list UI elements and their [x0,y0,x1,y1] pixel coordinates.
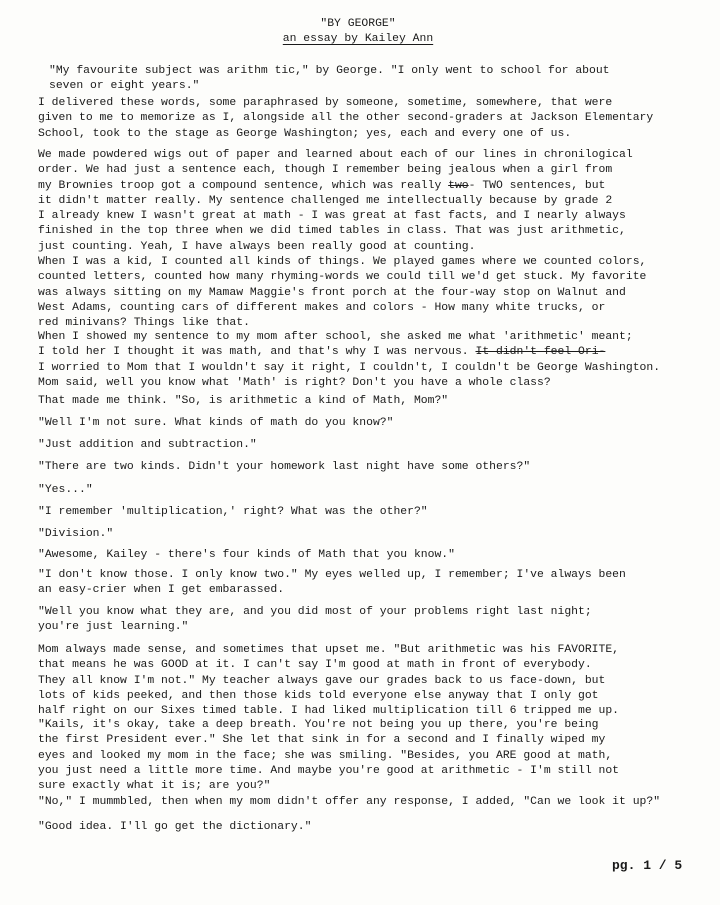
dialogue-line-3: "There are two kinds. Didn't your homework last night have some others?" [38,461,531,473]
paragraph-3-rest: - TWO sentences, but it didn't matter really. My sentence challenged me intellectually because by grade 2 I already knew I wasn't great at math - I was great at fast facts, and I nearly always finished in the top three when we did timed tables in class. That was just arithmetic, just counting. Yeah, I have always been really good at counting. [38,179,626,253]
dialogue-line-6: "Division." [38,528,114,540]
paragraph-6: That made me think. "So, is arithmetic a kind of Math, Mom?" [38,395,449,407]
paragraph-4: When I was a kid, I counted all kinds of things. We played games where we counted colors, counted letters, counted how many rhyming-words we could till we'd get stuck. My favorite was always sitting on my Mamaw Maggie's front porch at the four-way stop on Walnut and West Adams, counting cars of different makes and colors - How many white trucks, or red minivans? Things like that. [38,256,647,330]
dialogue-line-4: "Yes..." [38,484,93,496]
paragraph-18: "No," I mummbled, then when my mom didn't offer any response, I added, "Can we look it up?" [38,796,661,808]
dialogue-line-5: "I remember 'multiplication,' right? What was the other?" [38,506,428,518]
dialogue-line-7: "Awesome, Kailey - there's four kinds of Math that you know." [38,549,455,561]
paragraph-14: "I don't know those. I only know two." My eyes welled up, I remember; I've always been an easy-crier when I get embarassed. [38,569,626,597]
paragraph-17: "Kails, it's okay, take a deep breath. You're not being you up there, you're being the first President ever." She let that sink in for a second and I finally wiped my eyes and looked my mom in the face; she was smiling. "Besides, you ARE good at math, you just need a little more time. And maybe you're good at arithmetic - I'm still not sure exactly what it is; are you?" [38,719,620,793]
paragraph-5-rest: I worried to Mom that I wouldn't say it right, I couldn't, I couldn't be George Washington. Mom said, well you know what 'Math' is right? Don't you have a whole class? [38,361,661,389]
paragraph-16: Mom always made sense, and sometimes that upset me. "But arithmetic was his FAVORITE, that means he was GOOD at it. I can't say I'm good at math in front of everybody. They all know I'm not." My teacher always gave our grades back to us face-down, but lots of kids peeked, and then those kids told everyone else anyway that I only got half right on our Sixes timed table. I had liked multiplication till 6 tripped me up. [38,644,620,718]
page-number [612,858,682,873]
paragraph-5 [38,330,690,391]
paragraph-15: "Well you know what they are, and you did most of your problems right last night; you're just learning." [38,606,592,634]
dialogue-line-1: "Well I'm not sure. What kinds of math do you know?" [38,417,394,429]
paragraph-3 [38,148,690,255]
paragraph-5-start: When I showed my sentence to my mom after school, she asked me what 'arithmetic' meant; I told her I thought it was math, and that's why I was nervous. [38,331,633,359]
dialogue-line-2: "Just addition and subtraction." [38,439,257,451]
essay-title: "BY GEORGE" [320,18,396,30]
paragraph-5-struck-phrase: It didn't feel Ori- [475,346,606,359]
paragraph-1: "My favourite subject was arithm tic," by George. "I only went to school for about seven or eight years." [49,65,610,93]
page-number-label: pg. 1 / [612,858,667,873]
subtitle-text: an essay by Kailey Ann [282,33,434,45]
essay-subtitle [0,32,718,47]
paragraph-2: I delivered these words, some paraphrased by someone, sometime, somewhere, that were given to me to memorize as I, alongside all the other second-graders at Jackson Elementary School, took to the stage as George Washington; yes, each and every one of us. [38,97,654,140]
page-total: 5 [674,858,683,873]
paragraph-3-start: We made powdered wigs out of paper and learned about each of our lines in chronilogical order. We had just a sentence each, though I remember being jealous when a girl from my Brownies troop got a compound sentence, which was really [38,149,633,192]
paragraph-19: "Good idea. I'll go get the dictionary." [38,821,312,833]
paragraph-3-struck-word: two [448,179,469,192]
